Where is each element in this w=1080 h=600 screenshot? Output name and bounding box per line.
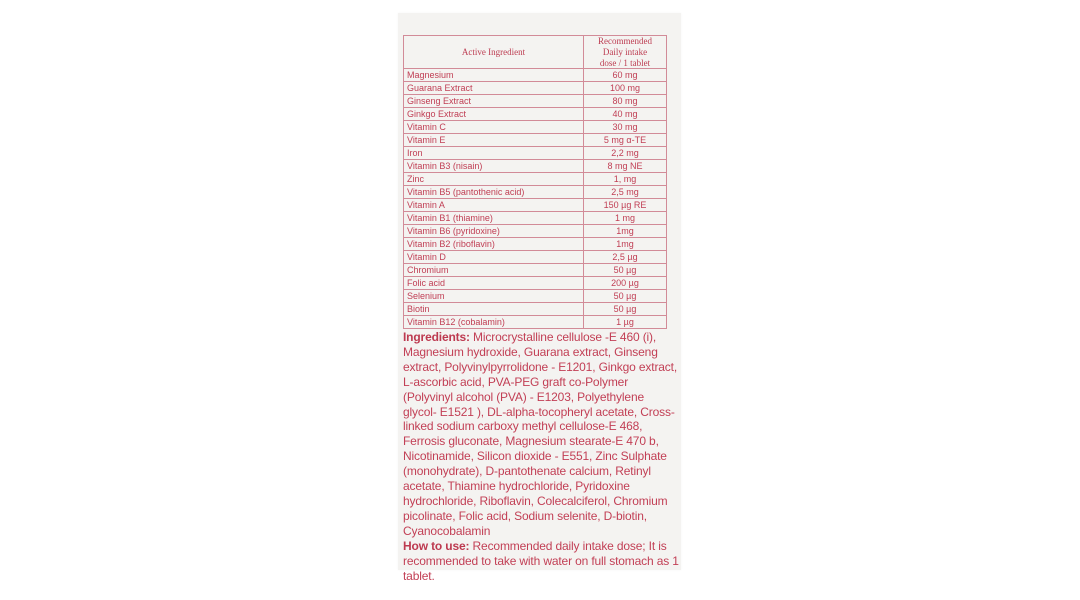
table-row [404,199,667,212]
table-row [404,303,667,316]
header-daily-intake-line1: Recommended [598,36,652,46]
dose-cell: 80 mg [584,95,667,108]
ingredient-name-cell: Vitamin B5 (pantothenic acid) [404,186,584,199]
ingredient-name-cell: Vitamin B12 (cobalamin) [404,316,584,329]
dose-cell: 1mg [584,238,667,251]
dose-cell: 50 µg [584,264,667,277]
ingredient-name-cell: Zinc [404,173,584,186]
ingredient-name-cell: Folic acid [404,277,584,290]
ingredient-name-cell: Vitamin E [404,134,584,147]
ingredient-name-cell: Vitamin B2 (riboflavin) [404,238,584,251]
label-text-block [403,330,680,583]
table-row [404,95,667,108]
header-daily-intake [584,36,667,69]
table-row [404,290,667,303]
dose-cell: 1 µg [584,316,667,329]
how-to-use-text: Recommended daily intake dose; It is recommended to take with water on full stomach as 1 tablet. [403,538,679,583]
table-row [404,212,667,225]
ingredient-name-cell: Biotin [404,303,584,316]
ingredient-name-cell: Ginkgo Extract [404,108,584,121]
header-row [404,36,667,69]
table-row [404,264,667,277]
ingredient-table-body [404,69,667,329]
ingredient-name-cell: Vitamin D [404,251,584,264]
table-row [404,186,667,199]
how-to-use-label: How to use: [403,538,470,553]
table-row [404,251,667,264]
how-to-use-paragraph [403,539,680,584]
header-active-ingredient-label: Active Ingredient [461,47,526,58]
table-row [404,225,667,238]
ingredient-name-cell: Guarana Extract [404,82,584,95]
header-daily-intake-line3: dose / 1 tablet [599,57,651,68]
dose-cell: 5 mg α-TE [584,134,667,147]
ingredient-name-cell: Ginseng Extract [404,95,584,108]
table-row [404,238,667,251]
table-row [404,82,667,95]
table-row [404,147,667,160]
ingredient-table-header [404,36,667,69]
dose-cell: 1, mg [584,173,667,186]
ingredients-label: Ingredients: [403,330,470,344]
ingredient-name-cell: Chromium [404,264,584,277]
dose-cell: 200 µg [584,277,667,290]
dose-cell: 60 mg [584,69,667,82]
ingredient-name-cell: Vitamin B6 (pyridoxine) [404,225,584,238]
dose-cell: 40 mg [584,108,667,121]
dose-cell: 8 mg NE [584,160,667,173]
ingredient-name-cell: Magnesium [404,69,584,82]
dose-cell: 150 µg RE [584,199,667,212]
ingredient-name-cell: Vitamin B1 (thiamine) [404,212,584,225]
ingredients-paragraph [403,330,680,539]
ingredients-text: Microcrystalline cellulose -E 460 (i), Magnesium hydroxide, Guarana extract, Ginseng extract, Polyvinylpyrrolidone - E1201, Ginkgo extract, L-ascorbic acid, PVA-PEG graft co-Polymer (Polyvinyl alcohol (PVA) - E1203, Polyethylene glycol- E1521 ), DL-alpha-tocopheryl acetate, Cross-linked sodium carboxy methyl cellulose-E 468, Ferrosis gluconate, Magnesium stearate-E 470 b, Nicotinamide, Silicon dioxide - E551, Zinc Sulphate (monohydrate), D-pantothenate calcium, Retinyl acetate, Thiamine hydrochloride, Pyridoxine hydrochloride, Riboflavin, Colecalciferol, Chromium picolinate, Folic acid, Sodium selenite, D-biotin, Cyanocobalamin [403,330,678,538]
dose-cell: 100 mg [584,82,667,95]
dose-cell: 30 mg [584,121,667,134]
dose-cell: 2,5 mg [584,186,667,199]
table-row [404,160,667,173]
dose-cell: 50 µg [584,303,667,316]
table-row [404,121,667,134]
dose-cell: 1 mg [584,212,667,225]
dose-cell: 1mg [584,225,667,238]
ingredient-name-cell: Iron [404,147,584,160]
table-row [404,316,667,329]
table-row [404,134,667,147]
dose-cell: 50 µg [584,290,667,303]
ingredient-table [403,35,667,329]
table-row [404,173,667,186]
dose-cell: 2,5 µg [584,251,667,264]
label-panel [398,13,681,583]
ingredient-name-cell: Selenium [404,290,584,303]
table-row [404,69,667,82]
table-row [404,108,667,121]
ingredient-name-cell: Vitamin B3 (nisain) [404,160,584,173]
ingredient-name-cell: Vitamin C [404,121,584,134]
header-daily-intake-line2: Daily intake [602,46,648,57]
header-active-ingredient [404,36,584,69]
table-row [404,277,667,290]
dose-cell: 2,2 mg [584,147,667,160]
ingredient-name-cell: Vitamin A [404,199,584,212]
